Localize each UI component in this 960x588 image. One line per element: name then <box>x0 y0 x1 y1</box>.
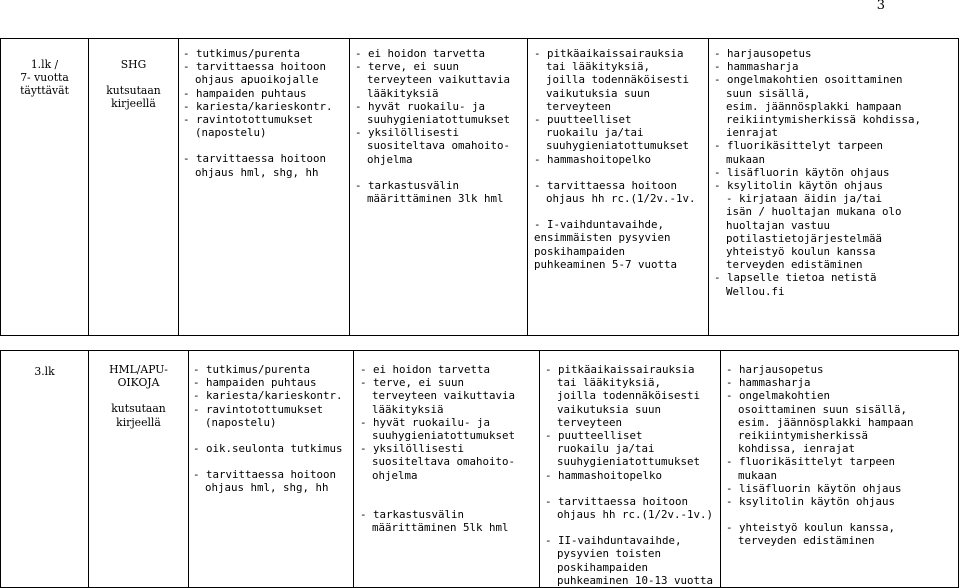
cell-line: - ksylitolin käytön ohjaus <box>726 495 896 509</box>
cell-line: 3.lk <box>34 365 55 378</box>
cell-line: suuhygieniatottumukset <box>546 139 690 153</box>
cell-line: - tarvittaessa hoitoon <box>545 494 689 508</box>
cell-line: OIKOJA <box>117 376 160 390</box>
cell-line: huoltajan vastuu <box>726 218 831 232</box>
cell-line: - ongelmakohtien <box>726 389 831 403</box>
cell-line: - kirjataan äidin ja/tai <box>726 192 883 206</box>
cell-line: esim. jäännösplakki hampaan <box>738 415 914 429</box>
cell-line <box>89 389 188 402</box>
cell-line: terveyden edistäminen <box>726 258 863 272</box>
cell-line: (napostelu) <box>195 126 267 140</box>
cell-line: - terve, ei suun <box>355 60 460 74</box>
cell-line: - tarkastusvälin <box>360 507 465 521</box>
no-treatment-need-cell <box>350 39 528 336</box>
cell-line: ruokailu ja/tai <box>557 442 655 456</box>
cell-line: poskihampaiden <box>557 560 649 574</box>
cell-line: - tarvittaessa hoitoon <box>183 60 327 74</box>
spacer <box>534 166 708 179</box>
cell-line: - tarvittaessa hoitoon <box>534 178 678 192</box>
cell-line <box>89 71 178 84</box>
cell-line: suositeltava omahoito- <box>372 455 516 469</box>
cell-line: - pitkäaikaissairauksia <box>534 47 684 60</box>
cell-line: terveyteen vaikuttavia <box>367 73 511 87</box>
cell-line: Wellou.fi <box>726 284 785 298</box>
cell-line: mukaan <box>726 152 766 166</box>
cell-line: - tarvittaessa hoitoon <box>183 152 327 166</box>
cell-line: joilla todennäköisesti <box>546 73 690 87</box>
care-table-grade-1 <box>0 38 959 336</box>
cell-line: reikiintymisherkissä kohdissa, <box>726 113 922 127</box>
cell-line: vaikutuksia suun <box>557 402 662 416</box>
spacer <box>545 521 720 534</box>
cell-line: puhkeaminen 10-13 vuotta <box>557 573 714 587</box>
cell-line: - tutkimus/purenta <box>183 47 301 60</box>
cell-line: - ravintotottumukset <box>183 113 314 127</box>
table-row <box>1 351 959 588</box>
cell-line: - hammasharja <box>726 376 811 390</box>
cell-line: kirjeellä <box>116 415 161 429</box>
cell-line: - hyvät ruokailu- ja <box>355 99 486 113</box>
cell-line: 7- vuotta <box>20 71 69 85</box>
cell-line: määrittäminen 3lk hml <box>367 192 504 206</box>
cell-line: - hammashoitopelko <box>534 152 652 166</box>
cell-line: - puutteelliset <box>545 429 643 443</box>
spacer <box>193 429 353 442</box>
treatment-need-cell <box>540 351 721 588</box>
cell-line: - hampaiden puhtaus <box>183 86 307 100</box>
cell-line: kutsutaan <box>111 402 166 416</box>
cell-line: - yksilöllisesti <box>360 442 465 456</box>
cell-line: - tarvittaessa hoitoon <box>193 468 337 482</box>
cell-line: - ksylitolin käytön ohjaus <box>714 179 884 193</box>
cell-line: ohjaus hml, shg, hh <box>195 165 319 179</box>
cell-line: (napostelu) <box>205 415 277 429</box>
cell-line: pysyvien toisten <box>557 547 662 561</box>
cell-line: - hyvät ruokailu- ja <box>360 415 491 429</box>
cell-line: - II-vaihduntavaihde, <box>545 534 682 548</box>
cell-line: suun sisällä, <box>726 86 811 100</box>
cell-line: täyttävät <box>20 84 69 98</box>
spacer <box>360 482 539 495</box>
page-number: 3 <box>876 0 885 13</box>
grade-cell <box>1 351 89 588</box>
cell-line: tai lääkityksiä, <box>546 60 651 74</box>
examiner-cell <box>89 351 189 588</box>
cell-line: SHG <box>120 58 147 71</box>
cell-line: - tutkimus/purenta <box>193 363 311 376</box>
cell-line: ohjaus hh rc.(1/2v.-1v. <box>546 192 696 206</box>
no-treatment-need-cell <box>354 351 540 588</box>
cell-line: ienrajat <box>726 126 779 140</box>
cell-line: - ravintotottumukset <box>193 402 324 416</box>
cell-line: - ei hoidon tarvetta <box>355 47 486 60</box>
cell-line: yhteistyö koulun kanssa <box>726 245 876 259</box>
cell-line: - kariesta/karieskontr. <box>183 99 333 113</box>
cell-line: - harjausopetus <box>714 47 812 60</box>
cell-line: kohdissa, ienrajat <box>738 442 856 456</box>
cell-line: - lapselle tietoa netistä <box>714 271 877 285</box>
cell-line: esim. jäännösplakki hampaan <box>726 99 902 113</box>
cell-line: ohjaus hh rc.(1/2v.-1v.) <box>557 508 714 522</box>
cell-line: joilla todennäköisesti <box>557 389 701 403</box>
cell-line: - fluorikäsittelyt tarpeen <box>714 139 884 153</box>
cell-line: terveyden edistäminen <box>738 534 875 548</box>
cell-line: - ongelmakohtien osoittaminen <box>714 73 903 87</box>
cell-line: - terve, ei suun <box>360 376 465 390</box>
spacer <box>183 139 349 152</box>
cell-line: lääkityksiä <box>367 86 439 100</box>
treatment-need-cell <box>528 39 709 336</box>
spacer <box>360 495 539 508</box>
cell-line: ohjaus hml, shg, hh <box>205 481 329 495</box>
cell-line: terveyteen vaikuttavia <box>372 389 516 403</box>
table-row <box>1 39 959 336</box>
guidance-cell <box>721 351 959 588</box>
cell-line: - lisäfluorin käytön ohjaus <box>714 165 890 179</box>
cell-line: kirjeellä <box>111 97 156 111</box>
cell-line: osoittaminen suun sisällä, <box>738 402 908 416</box>
guidance-cell <box>709 39 959 336</box>
cell-line: tai lääkityksiä, <box>557 376 662 390</box>
cell-line: isän / huoltajan mukana olo <box>726 205 902 219</box>
cell-line: - harjausopetus <box>726 363 824 376</box>
examination-cell <box>179 39 350 336</box>
cell-line: suuhygieniatottumukset <box>557 455 701 469</box>
cell-line: potilastietojärjestelmää <box>726 231 883 245</box>
grade-cell <box>1 39 89 336</box>
cell-line: - pitkäaikaissairauksia <box>545 363 695 376</box>
cell-line: poskihampaiden <box>534 244 626 258</box>
cell-line: - hampaiden puhtaus <box>193 376 317 390</box>
cell-line: reikiintymisherkissä <box>738 429 869 443</box>
cell-line: - ei hoidon tarvetta <box>360 363 491 376</box>
cell-line: lääkityksiä <box>372 402 444 416</box>
cell-line: terveyteen <box>557 415 623 429</box>
cell-line: HML/APU- <box>109 363 168 376</box>
examiner-cell <box>89 39 179 336</box>
cell-line: määrittäminen 5lk hml <box>372 521 509 535</box>
spacer <box>545 482 720 495</box>
cell-line: - hammasharja <box>714 60 799 74</box>
spacer <box>355 166 527 179</box>
cell-line: - puutteelliset <box>534 113 632 127</box>
cell-line: - hammashoitopelko <box>545 468 663 482</box>
cell-line: ruokailu ja/tai <box>546 126 644 140</box>
cell-line: suuhygieniatottumukset <box>367 113 511 127</box>
examination-cell <box>189 351 354 588</box>
cell-line: - fluorikäsittelyt tarpeen <box>726 455 896 469</box>
cell-line: suuhygieniatottumukset <box>372 429 516 443</box>
cell-line: ensimmäisten pysyvien <box>534 231 671 245</box>
cell-line: 1.lk / <box>30 58 59 71</box>
cell-line: kutsutaan <box>106 84 161 98</box>
cell-line: terveyteen <box>546 99 612 113</box>
cell-line: suositeltava omahoito- <box>367 139 511 153</box>
cell-line: ohjelma <box>367 152 413 166</box>
cell-line: - I-vaihduntavaihde, <box>534 218 665 232</box>
cell-line: vaikutuksia suun <box>546 86 651 100</box>
spacer <box>726 508 958 521</box>
cell-line: mukaan <box>738 468 778 482</box>
care-table-grade-3 <box>0 350 959 588</box>
cell-line: ohjaus apuoikojalle <box>195 73 319 87</box>
cell-line: - tarkastusvälin <box>355 178 460 192</box>
spacer <box>193 455 353 468</box>
spacer <box>534 205 708 218</box>
cell-line: - kariesta/karieskontr. <box>193 389 343 403</box>
cell-line: puhkeaminen 5-7 vuotta <box>534 257 678 271</box>
cell-line: - lisäfluorin käytön ohjaus <box>726 481 902 495</box>
cell-line: - yhteistyö koulun kanssa, <box>726 521 896 535</box>
cell-line: - oik.seulonta tutkimus <box>193 442 343 456</box>
cell-line: ohjelma <box>372 468 418 482</box>
cell-line: - yksilöllisesti <box>355 126 460 140</box>
